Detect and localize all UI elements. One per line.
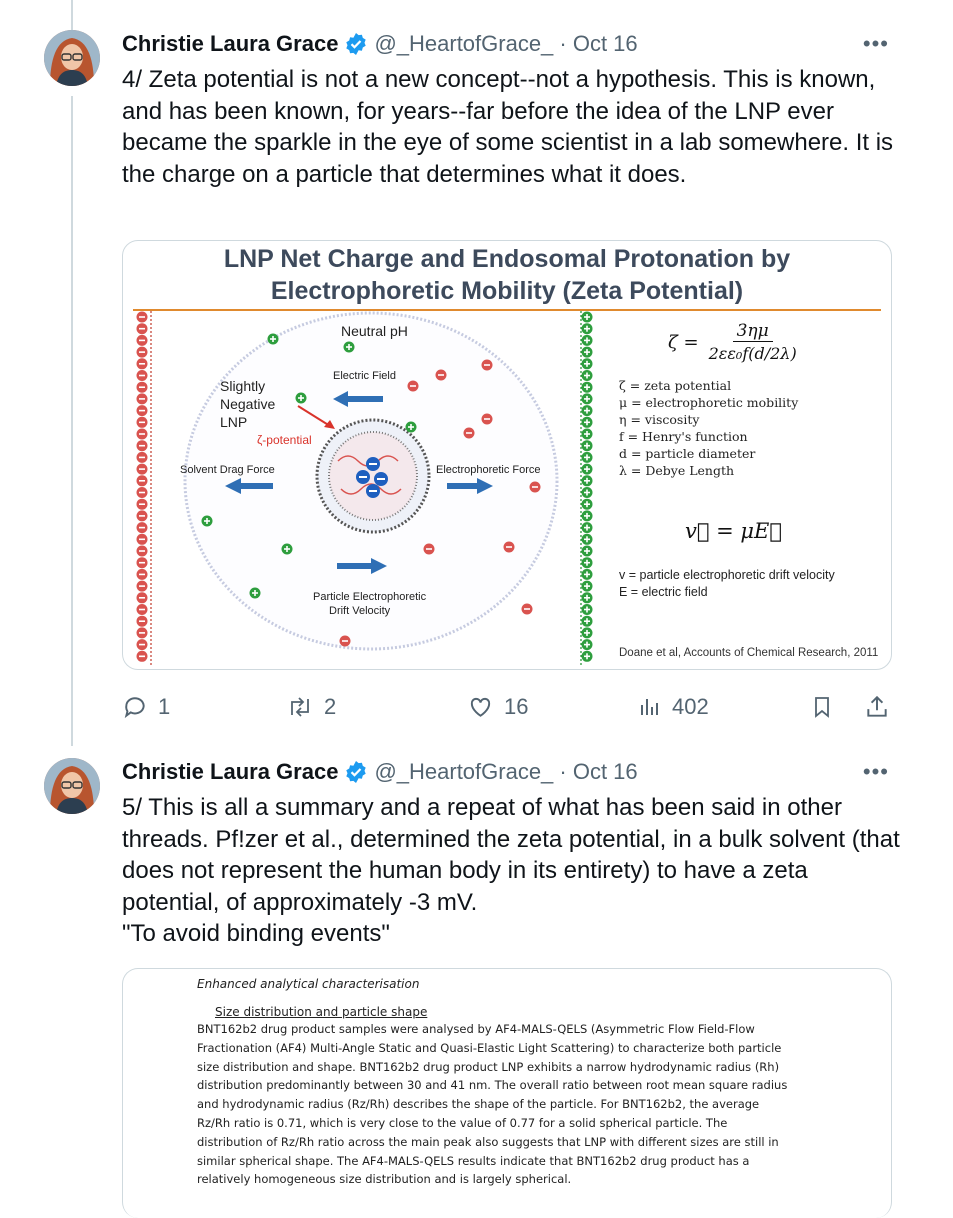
- negative-charge-icon: [137, 487, 148, 498]
- positive-charge-icon: [582, 546, 593, 557]
- verified-badge-icon: [344, 32, 368, 56]
- negative-charge-icon: [137, 452, 148, 463]
- tweet-text: 4/ Zeta potential is not a new concept--not a hypothesis. This is known, and has been known, for years--far before the idea of the LNP ever became the sparkle in the eye of some scientist in a lab somewhere. It is the charge on a particle that determines what it does.: [122, 66, 894, 188]
- negative-charge-icon: [137, 312, 148, 323]
- eq-lhs: ζ =: [668, 331, 699, 353]
- share-icon: [864, 694, 890, 720]
- negative-charge-icon: [137, 393, 148, 404]
- label-zeta-potential: ζ-potential: [257, 433, 312, 447]
- negative-charge-icon: [137, 604, 148, 615]
- negative-charge-icon: [137, 417, 148, 428]
- negative-charge-icon: [137, 592, 148, 603]
- positive-charge-icon: [582, 440, 593, 451]
- legend-v: v = particle electrophoretic drift velocity: [619, 568, 835, 582]
- positive-charge-icon: [582, 475, 593, 486]
- positive-ion-icon: [250, 588, 261, 599]
- label-neutral-ph: Neutral pH: [341, 323, 408, 339]
- positive-charge-icon: [582, 604, 593, 615]
- negative-charge-icon: [137, 347, 148, 358]
- tweet-text-paragraph-1: 5/ This is all a summary and a repeat of what has been said in other threads. Pf!zer et al., determined the zeta potential, in a bulk solvent (that does not represent the human body in its entirety) to have a zeta potential, of approximately -3 mV.: [122, 794, 900, 916]
- heart-icon: [467, 694, 494, 720]
- avatar[interactable]: [44, 30, 100, 86]
- positive-charge-icon: [582, 382, 593, 393]
- legend-f: f = Henry's function: [619, 429, 748, 444]
- positive-charge-icon: [582, 581, 593, 592]
- negative-charge-icon: [137, 534, 148, 545]
- views-icon: [638, 694, 662, 720]
- document-subheading: Size distribution and particle shape: [215, 1005, 428, 1019]
- negative-charge-icon: [137, 616, 148, 627]
- view-count: 402: [672, 694, 709, 719]
- positive-charge-icon: [582, 429, 593, 440]
- repost-icon: [286, 694, 314, 720]
- positive-charge-icon: [582, 312, 593, 323]
- legend-list-2: [619, 567, 835, 601]
- positive-ion-icon: [344, 342, 355, 353]
- legend-d: d = particle diameter: [619, 446, 756, 461]
- negative-ion-icon: [436, 370, 447, 381]
- reply-button[interactable]: [122, 694, 170, 720]
- zeta-equation: [668, 321, 801, 363]
- tweet-header: [122, 31, 638, 57]
- negative-ion-icon: [464, 428, 475, 439]
- positive-charge-icon: [582, 452, 593, 463]
- doc-line: Rz/Rh ratio is 0.71, which is very close to the value of 0.77 for a solid spherical particle. The: [197, 1115, 728, 1130]
- negative-charge-icon: [137, 335, 148, 346]
- handle-and-date[interactable]: @_HeartofGrace_ · Oct 16: [374, 31, 638, 56]
- tweet-media-document[interactable]: [122, 968, 892, 1218]
- negative-ion-icon: [340, 636, 351, 647]
- like-button[interactable]: [467, 694, 528, 720]
- eq-denominator: 2εε₀f(d/2λ): [708, 344, 797, 363]
- negative-charge-icon: [137, 499, 148, 510]
- tweet-actions: [122, 692, 902, 722]
- negative-charge-icon: [137, 440, 148, 451]
- figure-title: [123, 241, 891, 307]
- label-slightly: Slightly: [220, 378, 266, 394]
- negative-ion-icon: [482, 414, 493, 425]
- positive-ion-icon: [282, 544, 293, 555]
- negative-charge-icon: [137, 546, 148, 557]
- negative-charge-icon: [137, 429, 148, 440]
- document-body: [197, 1020, 817, 1189]
- positive-charge-icon: [582, 405, 593, 416]
- positive-charge-icon: [582, 569, 593, 580]
- legend-eta: η = viscosity: [619, 412, 700, 427]
- legend-list: [619, 377, 798, 479]
- negative-electrode: [137, 311, 152, 666]
- positive-charge-icon: [582, 616, 593, 627]
- label-drift-2: Drift Velocity: [329, 605, 391, 617]
- negative-charge-icon: [137, 522, 148, 533]
- positive-charge-icon: [582, 522, 593, 533]
- doc-line: relatively homogeneous size distribution and is largely spherical.: [197, 1172, 572, 1187]
- share-button[interactable]: [864, 694, 900, 720]
- verified-badge-icon: [344, 760, 368, 784]
- positive-electrode: [581, 311, 593, 666]
- figure-title-line1: LNP Net Charge and Endosomal Protonation by: [223, 245, 791, 273]
- author-name[interactable]: Christie Laura Grace: [122, 31, 339, 56]
- label-lnp: LNP: [220, 414, 248, 430]
- positive-charge-icon: [582, 534, 593, 545]
- bookmark-button[interactable]: [810, 694, 844, 720]
- negative-charge-icon: [137, 475, 148, 486]
- negative-charge-icon: [137, 510, 148, 521]
- legend-zeta: ζ = zeta potential: [619, 378, 732, 393]
- positive-charge-icon: [582, 557, 593, 568]
- figure-title-line2: Electrophoretic Mobility (Zeta Potential): [270, 277, 744, 305]
- like-count: 16: [504, 694, 529, 719]
- negative-ion-icon: [530, 482, 541, 493]
- label-solvent-drag: Solvent Drag Force: [180, 464, 275, 476]
- tweet-media-figure[interactable]: [122, 240, 892, 670]
- negative-ion-icon: [482, 360, 493, 371]
- legend-e: E = electric field: [619, 585, 708, 599]
- label-drift-1: Particle Electrophoretic: [313, 591, 427, 603]
- bookmark-icon: [810, 694, 834, 720]
- reply-icon: [122, 694, 148, 720]
- more-options-icon[interactable]: •••: [862, 759, 889, 784]
- negative-charge-icon: [137, 651, 148, 662]
- negative-charge-icon: [137, 382, 148, 393]
- negative-charge-icon: [137, 370, 148, 381]
- positive-charge-icon: [582, 651, 593, 662]
- figure-citation: Doane et al, Accounts of Chemical Research, 2011: [619, 647, 879, 659]
- velocity-equation: v⃗ = μE⃗: [685, 519, 782, 543]
- document-excerpt: [123, 969, 891, 1189]
- positive-charge-icon: [582, 639, 593, 650]
- lnp-particle: [317, 420, 429, 532]
- doc-line: similar spherical shape. The AF4-MALS-QELS results indicate that BNT162b2 drug product has a: [197, 1153, 750, 1168]
- negative-charge-icon: [137, 323, 148, 334]
- positive-ion-icon: [406, 422, 417, 433]
- negative-charge-icon: [137, 464, 148, 475]
- negative-charge-icon: [137, 405, 148, 416]
- tweet-text-paragraph-2: "To avoid binding events": [122, 920, 390, 947]
- label-electrophoretic-force: Electrophoretic Force: [436, 464, 541, 476]
- label-negative: Negative: [220, 396, 276, 412]
- legend-mu: μ = electrophoretic mobility: [619, 395, 799, 410]
- eq-numerator: 3ημ: [733, 321, 773, 342]
- negative-ion-icon: [522, 604, 533, 615]
- repost-button[interactable]: [286, 694, 336, 720]
- positive-charge-icon: [582, 335, 593, 346]
- author-name[interactable]: Christie Laura Grace: [122, 759, 339, 784]
- doc-line: and hydrodynamic radius (Rz/Rh) describes the shape of the particle. For BNT162b2, the average: [197, 1097, 760, 1112]
- doc-line: size distribution and shape. BNT162b2 drug product LNP exhibits a narrow hydrodynamic radius (Rh): [197, 1059, 780, 1074]
- tweet-text: [122, 792, 902, 950]
- positive-charge-icon: [582, 499, 593, 510]
- reply-count: 1: [158, 694, 171, 719]
- tweet-header: [122, 759, 638, 785]
- handle-and-date[interactable]: @_HeartofGrace_ · Oct 16: [374, 759, 638, 784]
- repost-count: 2: [324, 694, 337, 719]
- positive-charge-icon: [582, 358, 593, 369]
- avatar[interactable]: [44, 758, 100, 814]
- negative-charge-icon: [137, 627, 148, 638]
- positive-charge-icon: [582, 323, 593, 334]
- positive-charge-icon: [582, 393, 593, 404]
- negative-charge-icon: [137, 581, 148, 592]
- document-heading: Enhanced analytical characterisation: [197, 977, 420, 991]
- positive-ion-icon: [202, 516, 213, 527]
- zeta-diagram: [123, 311, 892, 670]
- doc-line: BNT162b2 drug product samples were analysed by AF4-MALS-QELS (Asymmetric Flow Field-Flow: [197, 1022, 755, 1036]
- negative-ion-icon: [424, 544, 435, 555]
- doc-line: distribution predominantly between 30 and 41 nm. The overall ratio between root mean square radius: [197, 1078, 788, 1093]
- doc-line: distribution of Rz/Rh ratio across the main peak also suggests that LNP with different sizes are still in: [197, 1134, 779, 1149]
- legend-lambda: λ = Debye Length: [619, 463, 735, 478]
- negative-ion-icon: [408, 381, 419, 392]
- positive-charge-icon: [582, 417, 593, 428]
- negative-charge-icon: [137, 639, 148, 650]
- positive-charge-icon: [582, 370, 593, 381]
- more-options-icon[interactable]: •••: [862, 31, 889, 56]
- negative-charge-icon: [137, 557, 148, 568]
- positive-charge-icon: [582, 347, 593, 358]
- doc-line: Fractionation (AF4) Multi-Angle Static and Quasi-Elastic Light Scattering) to characterize both particle: [197, 1040, 782, 1055]
- positive-charge-icon: [582, 487, 593, 498]
- negative-charge-icon: [137, 358, 148, 369]
- positive-ion-icon: [268, 334, 279, 345]
- positive-charge-icon: [582, 464, 593, 475]
- negative-charge-icon: [137, 569, 148, 580]
- positive-charge-icon: [582, 627, 593, 638]
- positive-ion-icon: [296, 393, 307, 404]
- negative-ion-icon: [504, 542, 515, 553]
- views-button[interactable]: [638, 694, 709, 720]
- positive-charge-icon: [582, 510, 593, 521]
- tweet-2[interactable]: [0, 740, 953, 1200]
- positive-charge-icon: [582, 592, 593, 603]
- label-electric-field: Electric Field: [333, 370, 396, 382]
